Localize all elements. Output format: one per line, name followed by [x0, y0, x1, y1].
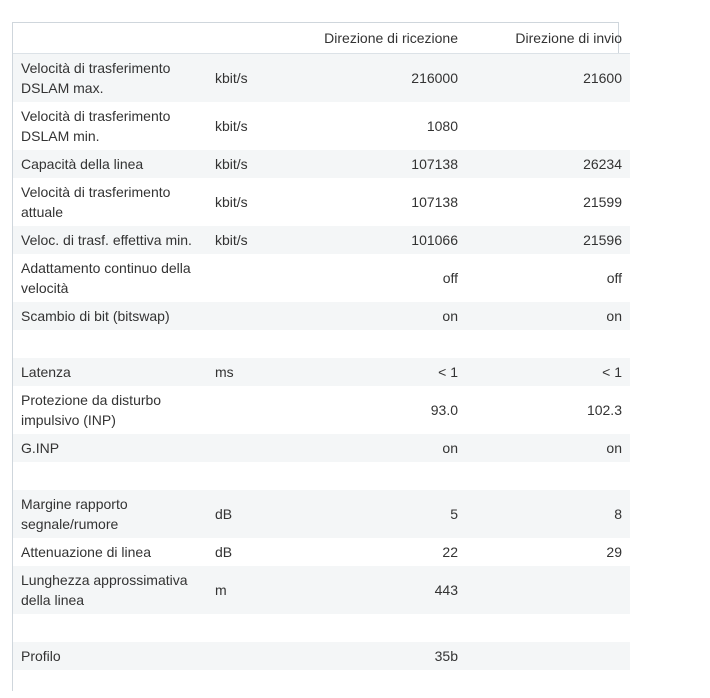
row-unit: [207, 670, 297, 698]
row-label: [13, 670, 207, 698]
row-label: Capacità della linea: [13, 150, 207, 178]
row-receive-value: 93.0: [297, 386, 466, 434]
row-receive-value: 5: [297, 490, 466, 538]
row-receive-value: < 1: [297, 358, 466, 386]
row-receive-value: [297, 614, 466, 642]
row-receive-value: off: [297, 254, 466, 302]
row-receive-value: on: [297, 302, 466, 330]
row-unit: [207, 302, 297, 330]
table-row: [13, 358, 630, 386]
row-receive-value: 101066: [297, 226, 466, 254]
row-label: Velocità di trasferimento attuale: [13, 178, 207, 226]
row-unit: kbit/s: [207, 178, 297, 226]
row-unit: kbit/s: [207, 226, 297, 254]
row-unit: ms: [207, 358, 297, 386]
row-receive-value: [297, 462, 466, 490]
row-receive-value: [297, 670, 466, 698]
row-send-value: < 1: [466, 358, 630, 386]
row-send-value: [466, 566, 630, 614]
row-unit: [207, 642, 297, 670]
row-send-value: [466, 462, 630, 490]
row-send-value: [466, 670, 630, 698]
row-label: Attenuazione di linea: [13, 538, 207, 566]
row-unit: [207, 330, 297, 358]
row-send-value: [466, 330, 630, 358]
table-row: [13, 178, 630, 226]
row-label: Protezione da disturbo impulsivo (INP): [13, 386, 207, 434]
row-label: Adattamento continuo della velocità: [13, 254, 207, 302]
row-unit: dB: [207, 490, 297, 538]
row-receive-value: 107138: [297, 178, 466, 226]
row-send-value: [466, 642, 630, 670]
row-label: Velocità di trasferimento DSLAM min.: [13, 102, 207, 150]
row-unit: [207, 386, 297, 434]
row-unit: [207, 434, 297, 462]
table-row: [13, 254, 630, 302]
table-row: [13, 302, 630, 330]
row-unit: [207, 614, 297, 642]
header-receive-direction: Direzione di ricezione: [297, 23, 466, 54]
row-send-value: [466, 102, 630, 150]
row-receive-value: 216000: [297, 54, 466, 103]
row-unit: [207, 254, 297, 302]
row-unit: kbit/s: [207, 54, 297, 103]
row-send-value: off: [466, 254, 630, 302]
row-receive-value: [297, 330, 466, 358]
row-label: [13, 462, 207, 490]
row-receive-value: 35b: [297, 642, 466, 670]
header-unit: [207, 23, 297, 54]
dsl-info-panel: [12, 22, 622, 691]
row-label: Veloc. di trasf. effettiva min.: [13, 226, 207, 254]
row-label: Scambio di bit (bitswap): [13, 302, 207, 330]
table-row: [13, 490, 630, 538]
table-row: [13, 226, 630, 254]
row-receive-value: 22: [297, 538, 466, 566]
row-label: Profilo: [13, 642, 207, 670]
header-send-direction: Direzione di invio: [466, 23, 630, 54]
row-label: Latenza: [13, 358, 207, 386]
row-unit: dB: [207, 538, 297, 566]
row-unit: [207, 462, 297, 490]
table-row: [13, 102, 630, 150]
header-label: [13, 23, 207, 54]
table-row: [13, 566, 630, 614]
row-receive-value: 443: [297, 566, 466, 614]
row-label: [13, 614, 207, 642]
row-label: Velocità di trasferimento DSLAM max.: [13, 54, 207, 103]
row-send-value: 21596: [466, 226, 630, 254]
row-label: Margine rapporto segnale/rumore: [13, 490, 207, 538]
row-send-value: [466, 614, 630, 642]
row-label: Lunghezza approssimativa della linea: [13, 566, 207, 614]
table-row: [13, 538, 630, 566]
row-send-value: on: [466, 434, 630, 462]
table-row: [13, 642, 630, 670]
table-row: [13, 462, 630, 490]
table-row: [13, 670, 630, 698]
row-receive-value: 107138: [297, 150, 466, 178]
row-unit: kbit/s: [207, 102, 297, 150]
dsl-info-table: [13, 23, 630, 698]
row-unit: m: [207, 566, 297, 614]
table-row: [13, 434, 630, 462]
row-send-value: 8: [466, 490, 630, 538]
row-send-value: 21599: [466, 178, 630, 226]
row-send-value: 102.3: [466, 386, 630, 434]
row-send-value: 26234: [466, 150, 630, 178]
row-send-value: on: [466, 302, 630, 330]
table-header-row: [13, 23, 630, 54]
table-row: [13, 54, 630, 103]
table-row: [13, 386, 630, 434]
row-send-value: 21600: [466, 54, 630, 103]
row-receive-value: 1080: [297, 102, 466, 150]
table-row: [13, 150, 630, 178]
table-row: [13, 330, 630, 358]
row-label: G.INP: [13, 434, 207, 462]
row-receive-value: on: [297, 434, 466, 462]
row-send-value: 29: [466, 538, 630, 566]
row-unit: kbit/s: [207, 150, 297, 178]
row-label: [13, 330, 207, 358]
table-row: [13, 614, 630, 642]
